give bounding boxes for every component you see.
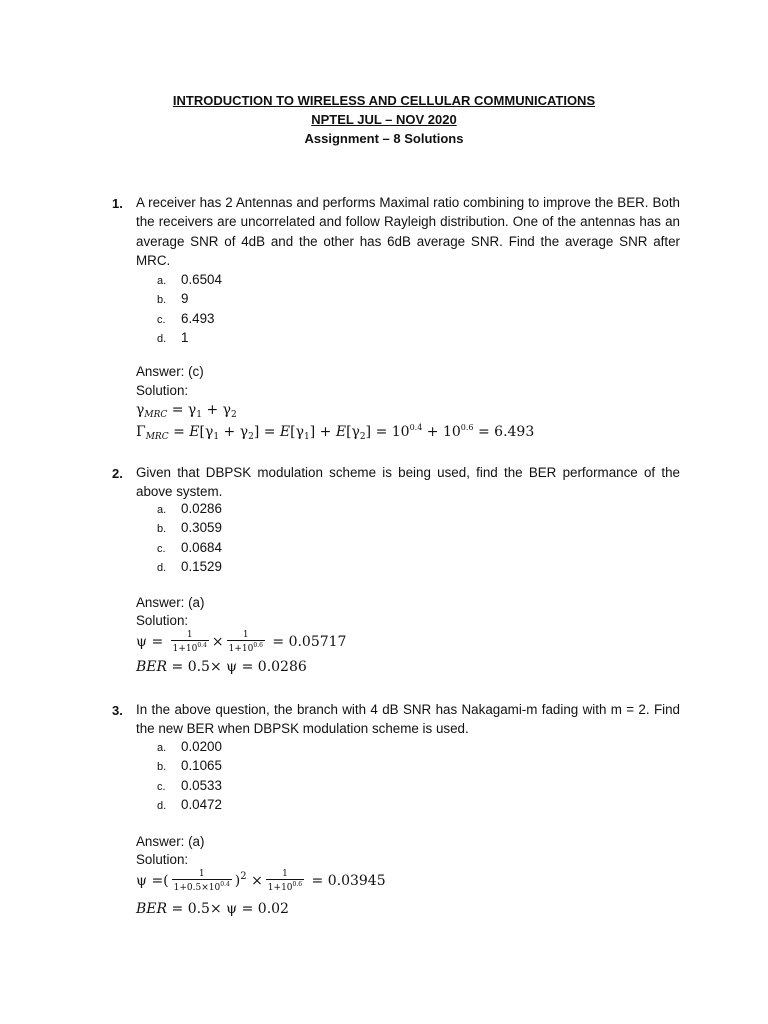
fraction: $\frac{1}{1+10^{0.4}}$ xyxy=(172,630,207,654)
option-label: b. xyxy=(157,523,167,536)
option-label: c. xyxy=(157,542,166,555)
solution-label: Solution: xyxy=(136,383,189,398)
option-label: d. xyxy=(157,562,167,575)
option-item xyxy=(157,538,222,557)
option-value: 0.0200 xyxy=(181,739,222,754)
option-label: c. xyxy=(157,780,166,793)
equation-psi: ψ = $\frac{1}{1+10^{0.4}}$ × $\frac{1}{1+10^{0.6}}$ = 0.05717 xyxy=(136,630,347,654)
option-label: a. xyxy=(157,275,167,287)
option-value: 0.3059 xyxy=(181,520,222,536)
solution-label: Solution: xyxy=(136,852,189,867)
option-item xyxy=(157,557,222,576)
option-value: 0.6504 xyxy=(181,272,222,287)
option-value: 0.0286 xyxy=(181,501,222,516)
equation-ber: BER = 0.5× ψ = 0.02 xyxy=(136,901,289,917)
option-item xyxy=(157,756,222,775)
option-value: 1 xyxy=(181,330,189,346)
option-label: b. xyxy=(157,294,167,307)
option-label: a. xyxy=(157,742,167,754)
fraction: $\frac{1}{1+0.5\times 10^{0.4}}$ xyxy=(173,869,230,893)
equation-psi: ψ =( $\frac{1}{1+0.5\times 10^{0.4}}$ )$^2$ × $\frac{1}{1+10^{0.6}}$ = 0.03945 xyxy=(136,869,386,893)
question-text: In the above question, the branch with 4 dB SNR has Nakagami-m fading with m = 2. Find the new BER when DBPSK modulation scheme is used. xyxy=(136,702,680,737)
option-item xyxy=(157,737,222,756)
question-number: 1. xyxy=(112,196,123,211)
question-text: Given that DBPSK modulation scheme is being used, find the BER performance of the above system. xyxy=(136,465,680,500)
option-label: a. xyxy=(157,504,167,516)
option-label: d. xyxy=(157,333,167,346)
answer-text: Answer: (a) xyxy=(136,595,205,610)
fraction: $\frac{1}{1+10^{0.6}}$ xyxy=(228,630,263,654)
option-value: 0.0472 xyxy=(181,797,222,813)
course-session: NPTEL JUL – NOV 2020 xyxy=(311,112,457,127)
assignment-title: Assignment – 8 Solutions xyxy=(304,131,464,146)
option-value: 0.1065 xyxy=(181,758,222,774)
option-label: b. xyxy=(157,761,167,774)
option-item xyxy=(157,289,222,308)
question-text: A receiver has 2 Antennas and performs Maximal ratio combining to improve the BER. Both the receivers are uncorrelated and follow Rayleigh distribution. One of the antennas has an average SNR of 4dB and the other has 6dB average SNR. Find the average SNR after MRC. xyxy=(136,195,680,268)
option-value: 6.493 xyxy=(181,310,215,326)
solution-label: Solution: xyxy=(136,613,189,628)
option-item xyxy=(157,518,222,537)
option-item xyxy=(157,270,222,289)
question-number: 3. xyxy=(112,703,123,718)
option-item xyxy=(157,776,222,795)
option-item xyxy=(157,309,222,328)
option-list xyxy=(157,270,222,348)
option-value: 0.1529 xyxy=(181,559,222,575)
answer-text: Answer: (a) xyxy=(136,834,205,849)
option-item xyxy=(157,328,222,347)
option-label: d. xyxy=(157,800,167,813)
option-value: 9 xyxy=(181,291,189,307)
equation-ber: BER = 0.5× ψ = 0.0286 xyxy=(136,659,307,675)
option-value: 0.0533 xyxy=(181,777,222,793)
equation-gamma-mrc: $\gamma_{MRC} = \gamma_1 + \gamma_2$ xyxy=(136,402,237,420)
option-list xyxy=(157,499,222,577)
option-label: c. xyxy=(157,313,166,326)
fraction: $\frac{1}{1+10^{0.6}}$ xyxy=(267,869,303,893)
question-number: 2. xyxy=(112,466,123,481)
option-item xyxy=(157,795,222,814)
option-list xyxy=(157,737,222,815)
answer-text: Answer: (c) xyxy=(136,364,204,379)
course-title: INTRODUCTION TO WIRELESS AND CELLULAR COMMUNICATIONS xyxy=(172,93,596,108)
option-value: 0.0684 xyxy=(181,539,222,555)
equation-average-snr: $\Gamma_{MRC} = E[\gamma_1 + \gamma_2] = E[\gamma_1] + E[\gamma_2] = 10^{0.4} + 10^{0.6} = 6.493$ xyxy=(136,423,535,442)
option-item xyxy=(157,499,222,518)
